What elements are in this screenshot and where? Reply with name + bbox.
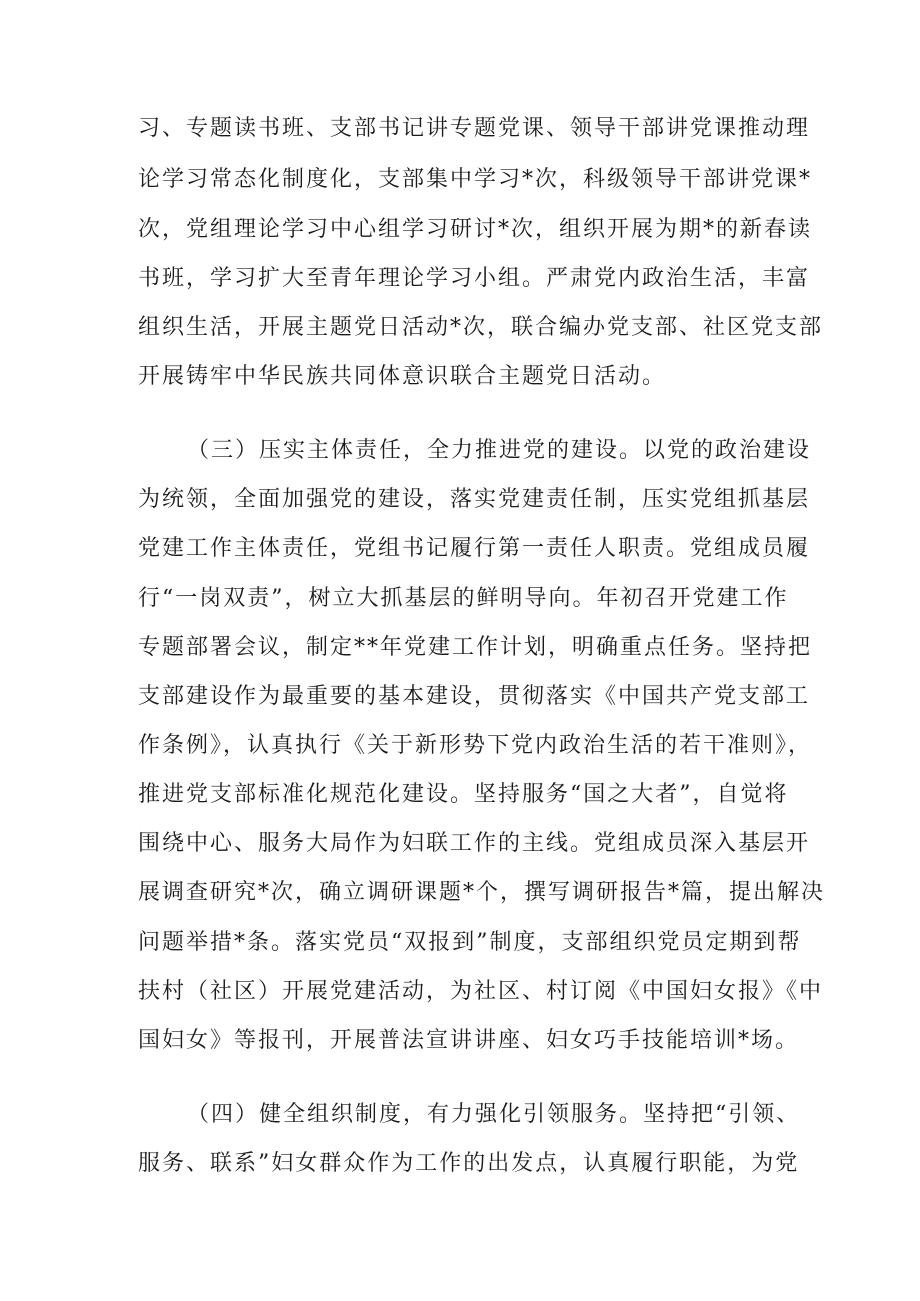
text-line: 问题举措*条。落实党员“双报到”制度，支部组织党员定期到帮 (138, 930, 802, 955)
text-line: 推进党支部标准化规范化建设。坚持服务“国之大者”，自觉将 (138, 782, 789, 807)
text-line: 党建工作主体责任，党组书记履行第一责任人职责。党组成员履 (138, 536, 811, 561)
text-line: 为统领，全面加强党的建设，落实党建责任制，压实党组抓基层 (138, 487, 811, 512)
text-line: 专题部署会议，制定**年党建工作计划，明确重点任务。坚持把 (138, 635, 813, 660)
text-line: 习、专题读书班、支部书记讲专题党课、领导干部讲党课推动理 (138, 116, 811, 141)
text-line: （四）健全组织制度，有力强化引领服务。坚持把“引领、 (187, 1102, 801, 1127)
text-line: 扶村（社区）开展党建活动，为社区、村订阅《中国妇女报》《中 (138, 979, 824, 1004)
text-line: 展调查研究*次，确立调研课题*个，撰写调研报告*篇，提出解决 (138, 880, 826, 905)
text-line: 次，党组理论学习中心组学习研讨*次，组织开展为期*的新春读 (138, 217, 813, 242)
text-line: 围绕中心、服务大局作为妇联工作的主线。党组成员深入基层开 (138, 831, 811, 856)
text-line: 作条例》，认真执行《关于新形势下党内政治生活的若干准则》， (138, 733, 813, 758)
text-line: 开展铸牢中华民族共同体意识联合主题党日活动。 (138, 364, 667, 389)
text-line: 国妇女》等报刊，开展普法宣讲讲座、妇女巧手技能培训*场。 (138, 1028, 800, 1053)
text-line: 书班，学习扩大至青年理论学习小组。严肃党内政治生活，丰富 (138, 266, 811, 291)
text-line: 组织生活，开展主题党日活动*次，联合编办党支部、社区党支部 (138, 315, 824, 340)
text-line: （三）压实主体责任，全力推进党的建设。以党的政治建设 (187, 438, 812, 463)
text-line: 支部建设作为最重要的基本建设，贯彻落实《中国共产党支部工 (138, 684, 811, 709)
text-line: 服务、联系”妇女群众作为工作的出发点，认真履行职能，为党 (138, 1151, 800, 1176)
text-line: 论学习常态化制度化，支部集中学习*次，科级领导干部讲党课* (138, 167, 813, 192)
text-line: 行“一岗双责”，树立大抓基层的鲜明导向。年初召开党建工作 (138, 586, 789, 611)
